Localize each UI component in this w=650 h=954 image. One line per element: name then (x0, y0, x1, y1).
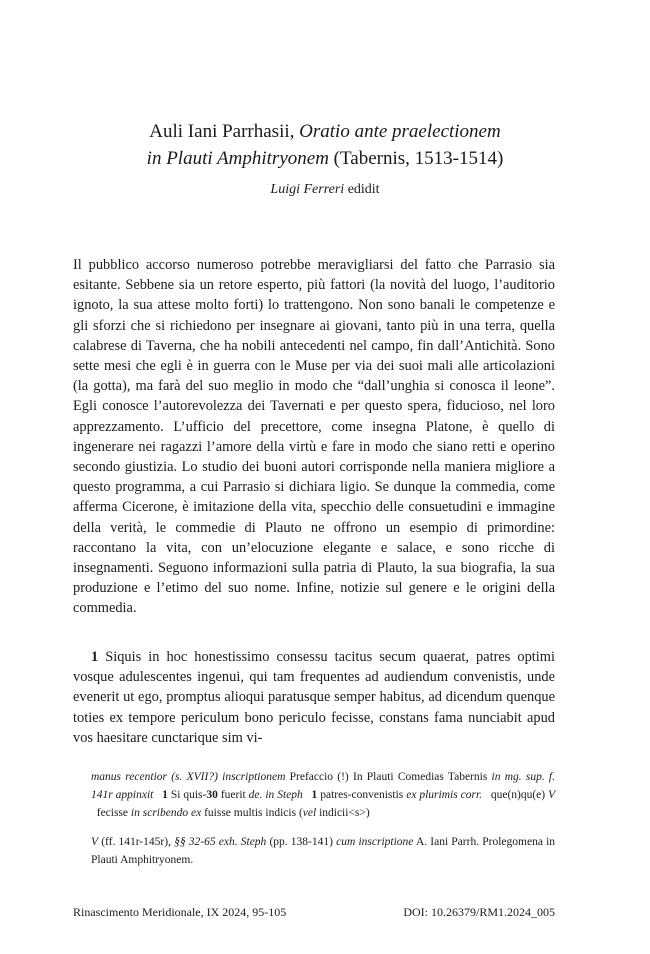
apparatus-text: fuerit (220, 789, 246, 801)
apparatus-text: patres-convenistis (320, 789, 404, 801)
apparatus-text: indicii<s>) (319, 807, 370, 819)
title-line-2 (0, 145, 650, 172)
latin-paragraph: Siquis in hoc honestissimo consessu tacitus secum quaerat, patres optimi vosque adulescentes ingenui, qui tam frequentes ad audiendum convenistis, unde evenerit ut ego, promptus alioqui paratusque semper habitus, ad dicendum quenque toties ex tempore periculum bono periculo fecisse, constans fama nunciabit apud vos haesitare cunctarique sim vi- (73, 649, 555, 746)
apparatus-entry (91, 768, 555, 822)
apparatus-text: ex plurimis corr. (406, 789, 483, 801)
sources-text: §§ 32-65 exh. Steph (174, 836, 267, 848)
apparatus-text: que(n)qu(e) (490, 789, 546, 801)
sources-text: (pp. 138-141) (269, 836, 333, 848)
sources-text: A. Iani Parrh. Prolegomena in Plauti Amphitryonem. (91, 836, 556, 866)
summary-paragraph: Il pubblico accorso numeroso potrebbe meravigliarsi del fatto che Parrasio sia esitante. Sebbene sia un retore esperto, più fattori (la novità del luogo, l’auditorio ignoto, la sua attese molto forti) lo trattengono. Non sono banali le competenze e gli sforzi che si richiedono per insegnare ai giovani, tanto più in una terra, quella calabrese di Taverna, che ha nobili antecedenti nel campo, fin dall’Antichità. Sono sette mesi che egli è in guerra con le Muse per via dei suoi mali alle articolazioni (la gotta), ma farà del suo meglio in modo che “dall’unghia si conosca il leone”. Egli conosce l’autorevolezza dei Tavernati e per questo spera, fiducioso, nel loro apprezzamento. L’ufficio del precettore, come insegna Platone, è quello di ingenerare nei ragazzi l’amore della virtù e fare in modo che siano retti e operino secondo giustizia. Lo studio dei buoni autori corrisponde nella maniera migliore a questo programma, a cui Parrasio si dichiara ligio. Se dunque la commedia, come afferma Cicerone, è imitazione della vita, specchio delle consuetudini e immagine della verità, le commedie di Plauto ne offrono un esempio di primordine: raccontano la vita, con un’elocuzione elegante e salace, e sono ricche di insegnamenti. Seguono informazioni sulla patria di Plauto, la sua biografia, la sua produzione e l’etimo del suo nome. Infine, notizie sul genere e le origini della commedia. (73, 257, 555, 617)
apparatus-text: manus recentior (s. XVII?) inscriptionem (91, 771, 286, 783)
apparatus-text: Si quis- (170, 789, 207, 801)
editor-role: edidit (347, 182, 380, 197)
apparatus-number: 1 (162, 789, 168, 801)
sources-entry (91, 833, 555, 869)
editor-line (0, 182, 650, 198)
paragraph-number: 1 (91, 649, 99, 665)
article-title (0, 118, 650, 172)
title-line-1 (0, 118, 650, 145)
italian-summary (73, 255, 555, 619)
apparatus-text: vel (302, 807, 317, 819)
apparatus-number: 30 (206, 789, 218, 801)
apparatus-text: V (548, 789, 556, 801)
sources-note (91, 833, 555, 869)
sources-text: V (91, 836, 99, 848)
editor-name: Luigi Ferreri (270, 182, 345, 197)
journal-citation: Rinascimento Meridionale, IX 2024, 95-105 (73, 905, 287, 919)
critical-apparatus (91, 768, 555, 822)
doi-link[interactable]: DOI: 10.26379/RM1.2024_005 (403, 905, 555, 919)
latin-text (73, 647, 555, 748)
apparatus-text: Prefaccio (!) In Plauti Comedias Tabernis (289, 771, 488, 783)
title-work-2: in Plauti Amphitryonem (146, 148, 329, 169)
apparatus-text: fuisse multis indicis ( (204, 807, 303, 819)
apparatus-text: in mg. sup. f. 141r appinxit (91, 771, 556, 801)
apparatus-number: 1 (311, 789, 318, 801)
apparatus-text: fecisse (96, 807, 129, 819)
apparatus-text: de. in Steph (248, 789, 303, 801)
sources-text: cum inscriptione (336, 836, 414, 848)
sources-text: (ff. 141r-145r), (101, 836, 171, 848)
title-author: Auli Iani Parrhasii, (149, 121, 295, 142)
apparatus-text: in scribendo ex (130, 807, 202, 819)
title-place-date: (Tabernis, 1513-1514) (333, 148, 504, 169)
title-work: Oratio ante praelectionem (299, 121, 501, 142)
